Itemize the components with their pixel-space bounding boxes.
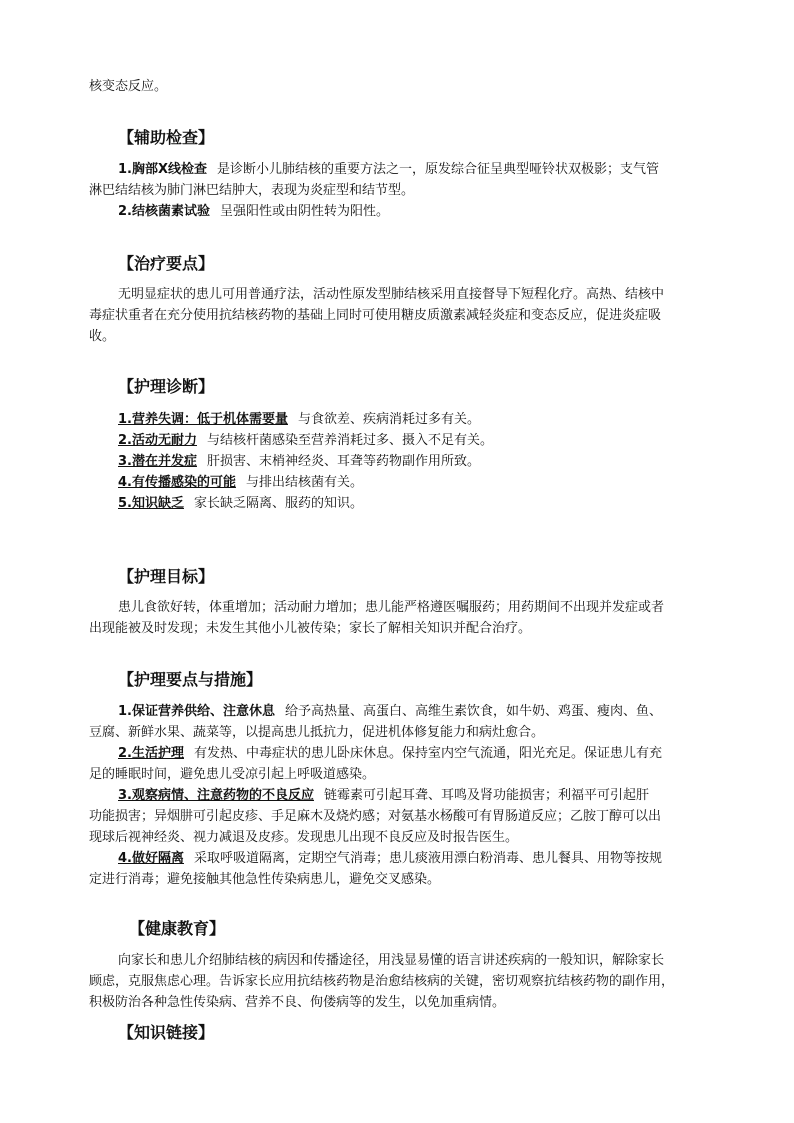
knowledge-link-heading: 【知识链接】 [118, 1023, 215, 1042]
measure-3-cont-2: 现球后视神经炎、视力减退及皮疹。发现患儿出现不良反应及时报告医生。 [89, 830, 519, 845]
diagnosis-item-1-text: 与食欲差、疾病消耗过多有关。 [297, 412, 480, 427]
goal-line-1: 患儿食欲好转，体重增加；活动耐力增加；患儿能严格遵医嘱服药；用药期间不出现并发症或者 [118, 600, 665, 615]
diagnosis-item-3 [118, 452, 480, 472]
measure-1-label: 1.保证营养供给、注意休息 [118, 704, 275, 719]
diagnosis-item-4 [118, 473, 363, 493]
measure-1-text: 给予高热量、高蛋白、高维生素饮食，如牛奶、鸡蛋、瘦肉、鱼、 [284, 704, 662, 719]
aux-item-2 [118, 202, 389, 222]
education-line-2: 顾虑，克服焦虑心理。告诉家长应用抗结核药物是治愈结核病的关键，密切观察抗结核药物的副作用， [89, 974, 675, 989]
diagnosis-item-4-text: 与排出结核菌有关。 [245, 475, 363, 490]
diagnosis-item-1 [118, 410, 480, 430]
education-line-3: 积极防治各种急性传染病、营养不良、佝偻病等的发生，以免加重病情。 [89, 995, 506, 1010]
nursing-goal-heading: 【护理目标】 [118, 567, 215, 586]
treatment-line-2: 毒症状重者在充分使用抗结核药物的基础上同时可使用糖皮质激素减轻炎症和变态反应，促进炎症吸 [89, 308, 662, 323]
aux-exam-heading: 【辅助检查】 [118, 128, 215, 147]
measure-3-text: 链霉素可引起耳聋、耳鸣及肾功能损害；利福平可引起肝 [323, 788, 649, 803]
treatment-line-1: 无明显症状的患儿可用普通疗法，活动性原发型肺结核采用直接督导下短程化疗。高热、结核中 [118, 287, 665, 302]
measure-2-label: 2.生活护理 [118, 746, 184, 761]
measure-3-label: 3.观察病情、注意药物的不良反应 [118, 788, 314, 803]
measure-3 [118, 786, 649, 806]
measure-3-cont-1: 功能损害；异烟肼可引起皮疹、手足麻木及烧灼感；对氨基水杨酸可有胃肠道反应；乙胺丁醇可以出 [89, 809, 662, 824]
diagnosis-item-2-text: 与结核杆菌感染至营养消耗过多、摄入不足有关。 [206, 433, 493, 448]
measure-4-cont: 定进行消毒；避免接触其他急性传染病患儿，避免交叉感染。 [89, 872, 441, 887]
aux-item-1-cont: 淋巴结结核为肺门淋巴结肿大，表现为炎症型和结节型。 [89, 183, 415, 198]
aux-item-1-label: 1.胸部X线检查 [118, 162, 208, 177]
measure-2-cont: 足的睡眠时间，避免患儿受凉引起上呼吸道感染。 [89, 767, 376, 782]
treatment-heading: 【治疗要点】 [118, 254, 215, 273]
measure-1 [118, 702, 662, 722]
diagnosis-item-2-label: 2.活动无耐力 [118, 433, 197, 448]
measure-2 [118, 744, 662, 764]
education-line-1: 向家长和患儿介绍肺结核的病因和传播途径，用浅显易懂的语言讲述疾病的一般知识，解除家长 [118, 953, 665, 968]
diagnosis-item-5-text: 家长缺乏隔离、服药的知识。 [193, 496, 363, 511]
diagnosis-item-5-label: 5.知识缺乏 [118, 496, 184, 511]
measure-2-text: 有发热、中毒症状的患儿卧床休息。保持室内空气流通，阳光充足。保证患儿有充 [193, 746, 662, 761]
measure-4 [118, 849, 662, 869]
treatment-line-3: 收。 [89, 329, 116, 344]
diagnosis-item-3-text: 肝损害、末梢神经炎、耳聋等药物副作用所致。 [206, 454, 480, 469]
diagnosis-item-4-label: 4.有传播感染的可能 [118, 475, 236, 490]
aux-item-2-text: 呈强阳性或由阴性转为阳性。 [219, 204, 389, 219]
nursing-measures-heading: 【护理要点与措施】 [118, 670, 263, 689]
health-education-heading: 【健康教育】 [129, 919, 226, 938]
diagnosis-item-1-label: 1.营养失调：低于机体需要量 [118, 412, 288, 427]
measure-4-label: 4.做好隔离 [118, 851, 184, 866]
nursing-diagnosis-heading: 【护理诊断】 [118, 377, 215, 396]
intro-tail-text: 核变态反应。 [89, 79, 168, 94]
diagnosis-item-2 [118, 431, 493, 451]
aux-item-1 [118, 160, 659, 180]
aux-item-2-label: 2.结核菌素试验 [118, 204, 210, 219]
diagnosis-item-5 [118, 494, 363, 514]
diagnosis-item-3-label: 3.潜在并发症 [118, 454, 197, 469]
goal-line-2: 出现能被及时发现；未发生其他小儿被传染；家长了解相关知识并配合治疗。 [89, 621, 532, 636]
aux-item-1-text: 是诊断小儿肺结核的重要方法之一，原发综合征呈典型哑铃状双极影；支气管 [217, 162, 660, 177]
measure-4-text: 采取呼吸道隔离，定期空气消毒；患儿痰液用漂白粉消毒、患儿餐具、用物等按规 [193, 851, 662, 866]
measure-1-cont: 豆腐、新鲜水果、蔬菜等，以提高患儿抵抗力，促进机体修复能力和病灶愈合。 [89, 725, 545, 740]
